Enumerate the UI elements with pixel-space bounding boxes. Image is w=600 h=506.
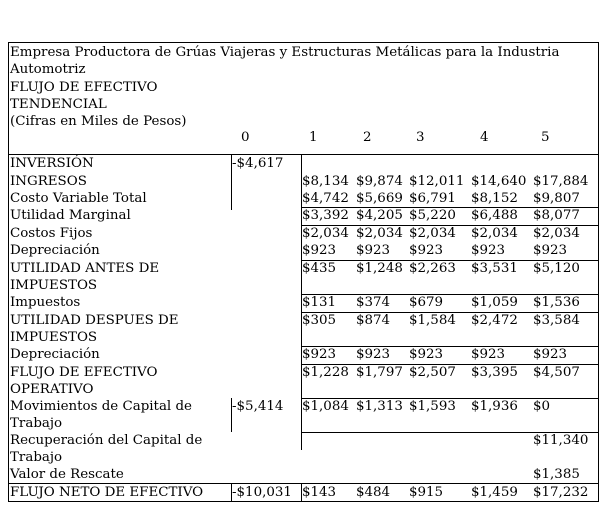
- year-value: $11,340: [533, 433, 589, 448]
- year-value: $4,507: [533, 365, 580, 380]
- row-label: Depreciación: [10, 347, 100, 362]
- table-rule: [301, 346, 598, 347]
- year-value: $2,034: [533, 226, 580, 241]
- year-value: $14,640: [471, 174, 527, 189]
- year-value: $1,936: [471, 399, 518, 414]
- column-header-0: 0: [241, 130, 250, 145]
- year-value: $435: [302, 261, 337, 276]
- year-value: $8,152: [471, 191, 518, 206]
- year0-value: -$5,414: [232, 399, 284, 414]
- column-divider: [231, 483, 232, 501]
- year-value: $923: [471, 347, 506, 362]
- table-row: [9, 294, 598, 312]
- year-value: $3,392: [302, 208, 349, 223]
- row-label: Valor de Rescate: [10, 467, 124, 482]
- table-rule: [301, 312, 598, 313]
- table-rule: [301, 260, 598, 261]
- year-value: $4,742: [302, 191, 349, 206]
- year-value: $131: [302, 295, 337, 310]
- table-rule: [301, 207, 598, 208]
- column-header-1: 1: [309, 130, 318, 145]
- year-value: $2,034: [356, 226, 403, 241]
- table-rule: [9, 154, 598, 155]
- table-rule: [301, 225, 598, 226]
- row-label: UTILIDAD ANTES DE IMPUESTOS: [10, 261, 160, 294]
- year-value: $679: [409, 295, 444, 310]
- table-row: [9, 364, 598, 398]
- company-name: Empresa Productora de Grúas Viajeras y Estructuras Metálicas para la Industria Automotriz: [10, 45, 560, 78]
- year-value: $2,034: [409, 226, 456, 241]
- year-value: $0: [533, 399, 551, 414]
- year-value: $9,807: [533, 191, 580, 206]
- table-row: [9, 225, 598, 242]
- table-row: [9, 173, 598, 190]
- units-note: (Cifras en Miles de Pesos): [10, 114, 187, 130]
- year-value: $3,531: [471, 261, 518, 276]
- year-value: $1,593: [409, 399, 456, 414]
- year-value: $1,228: [302, 365, 349, 380]
- year-value: $923: [356, 243, 391, 258]
- cash-flow-table: [8, 42, 599, 502]
- year-value: $1,248: [356, 261, 403, 276]
- year0-value: -$4,617: [232, 156, 284, 171]
- year-value: $305: [302, 313, 337, 328]
- year-value: $923: [471, 243, 506, 258]
- year-value: $2,507: [409, 365, 456, 380]
- column-header-4: 4: [480, 130, 489, 145]
- year-value: $923: [533, 347, 568, 362]
- table-row: [9, 346, 598, 364]
- year-value: $1,313: [356, 399, 403, 414]
- year-value: $17,884: [533, 174, 589, 189]
- column-divider: [231, 398, 232, 432]
- year-value: $12,011: [409, 174, 465, 189]
- row-label: Utilidad Marginal: [10, 208, 131, 223]
- year-value: $923: [409, 243, 444, 258]
- year-value: $1,459: [471, 485, 518, 500]
- table-header-block: [10, 44, 590, 130]
- row-label: Costo Variable Total: [10, 191, 147, 206]
- row-label: INVERSIÓN: [10, 156, 94, 171]
- year-value: $8,077: [533, 208, 580, 223]
- year-value: $923: [409, 347, 444, 362]
- table-rule: [301, 364, 598, 365]
- row-label: FLUJO DE EFECTIVO OPERATIVO: [10, 365, 158, 398]
- year-value: $143: [302, 485, 337, 500]
- table-row: [9, 484, 598, 502]
- table-rule: [301, 432, 598, 433]
- table-rule: [301, 398, 598, 399]
- table-row: [9, 312, 598, 346]
- statement-title: FLUJO DE EFECTIVO: [10, 79, 158, 95]
- year-value: $1,797: [356, 365, 403, 380]
- year-value: $923: [302, 243, 337, 258]
- table-rule: [9, 483, 598, 484]
- year-value: $2,034: [471, 226, 518, 241]
- table-row: [9, 190, 598, 207]
- year-value: $874: [356, 313, 391, 328]
- year-value: $4,205: [356, 208, 403, 223]
- year-value: $923: [356, 347, 391, 362]
- row-label: Recuperación del Capital de Trabajo: [10, 433, 203, 466]
- table-rule: [301, 294, 598, 295]
- year-value: $5,220: [409, 208, 456, 223]
- year-value: $374: [356, 295, 391, 310]
- row-label: FLUJO NETO DE EFECTIVO: [10, 485, 204, 500]
- year-value: $3,584: [533, 313, 580, 328]
- column-divider: [231, 154, 232, 210]
- column-header-2: 2: [363, 130, 372, 145]
- year-value: $923: [302, 347, 337, 362]
- year-value: $1,084: [302, 399, 349, 414]
- table-row: [9, 155, 598, 173]
- table-row: [9, 432, 598, 466]
- year-value: $915: [409, 485, 444, 500]
- year-value: $484: [356, 485, 391, 500]
- row-label: INGRESOS: [10, 174, 87, 189]
- year-value: $1,584: [409, 313, 456, 328]
- column-divider: [301, 483, 302, 501]
- year-value: $1,059: [471, 295, 518, 310]
- statement-subtitle: TENDENCIAL: [10, 96, 107, 112]
- year-value: $1,536: [533, 295, 580, 310]
- row-label: Impuestos: [10, 295, 81, 310]
- year-value: $6,791: [409, 191, 456, 206]
- row-label: Costos Fijos: [10, 226, 93, 241]
- table-top-border: [9, 42, 598, 43]
- year0-value: -$10,031: [232, 485, 292, 500]
- column-divider: [301, 154, 302, 450]
- year-value: $2,472: [471, 313, 518, 328]
- row-label: UTILIDAD DESPUES DE IMPUESTOS: [10, 313, 179, 346]
- year-value: $5,669: [356, 191, 403, 206]
- column-header-3: 3: [416, 130, 425, 145]
- row-label: Depreciación: [10, 243, 100, 258]
- year-value: $2,034: [302, 226, 349, 241]
- column-header-5: 5: [541, 130, 550, 145]
- table-row: [9, 398, 598, 432]
- year-value: $6,488: [471, 208, 518, 223]
- year-value: $3,395: [471, 365, 518, 380]
- table-row: [9, 207, 598, 225]
- year-value: $17,232: [533, 485, 589, 500]
- year-value: $9,874: [356, 174, 403, 189]
- row-label: Movimientos de Capital de Trabajo: [10, 399, 192, 432]
- table-row: [9, 242, 598, 260]
- year-value: $1,385: [533, 467, 580, 482]
- table-row: [9, 466, 598, 484]
- year-value: $2,263: [409, 261, 456, 276]
- year-value: $8,134: [302, 174, 349, 189]
- table-row: [9, 260, 598, 294]
- year-value: $5,120: [533, 261, 580, 276]
- year-value: $923: [533, 243, 568, 258]
- table-rule: [9, 501, 598, 502]
